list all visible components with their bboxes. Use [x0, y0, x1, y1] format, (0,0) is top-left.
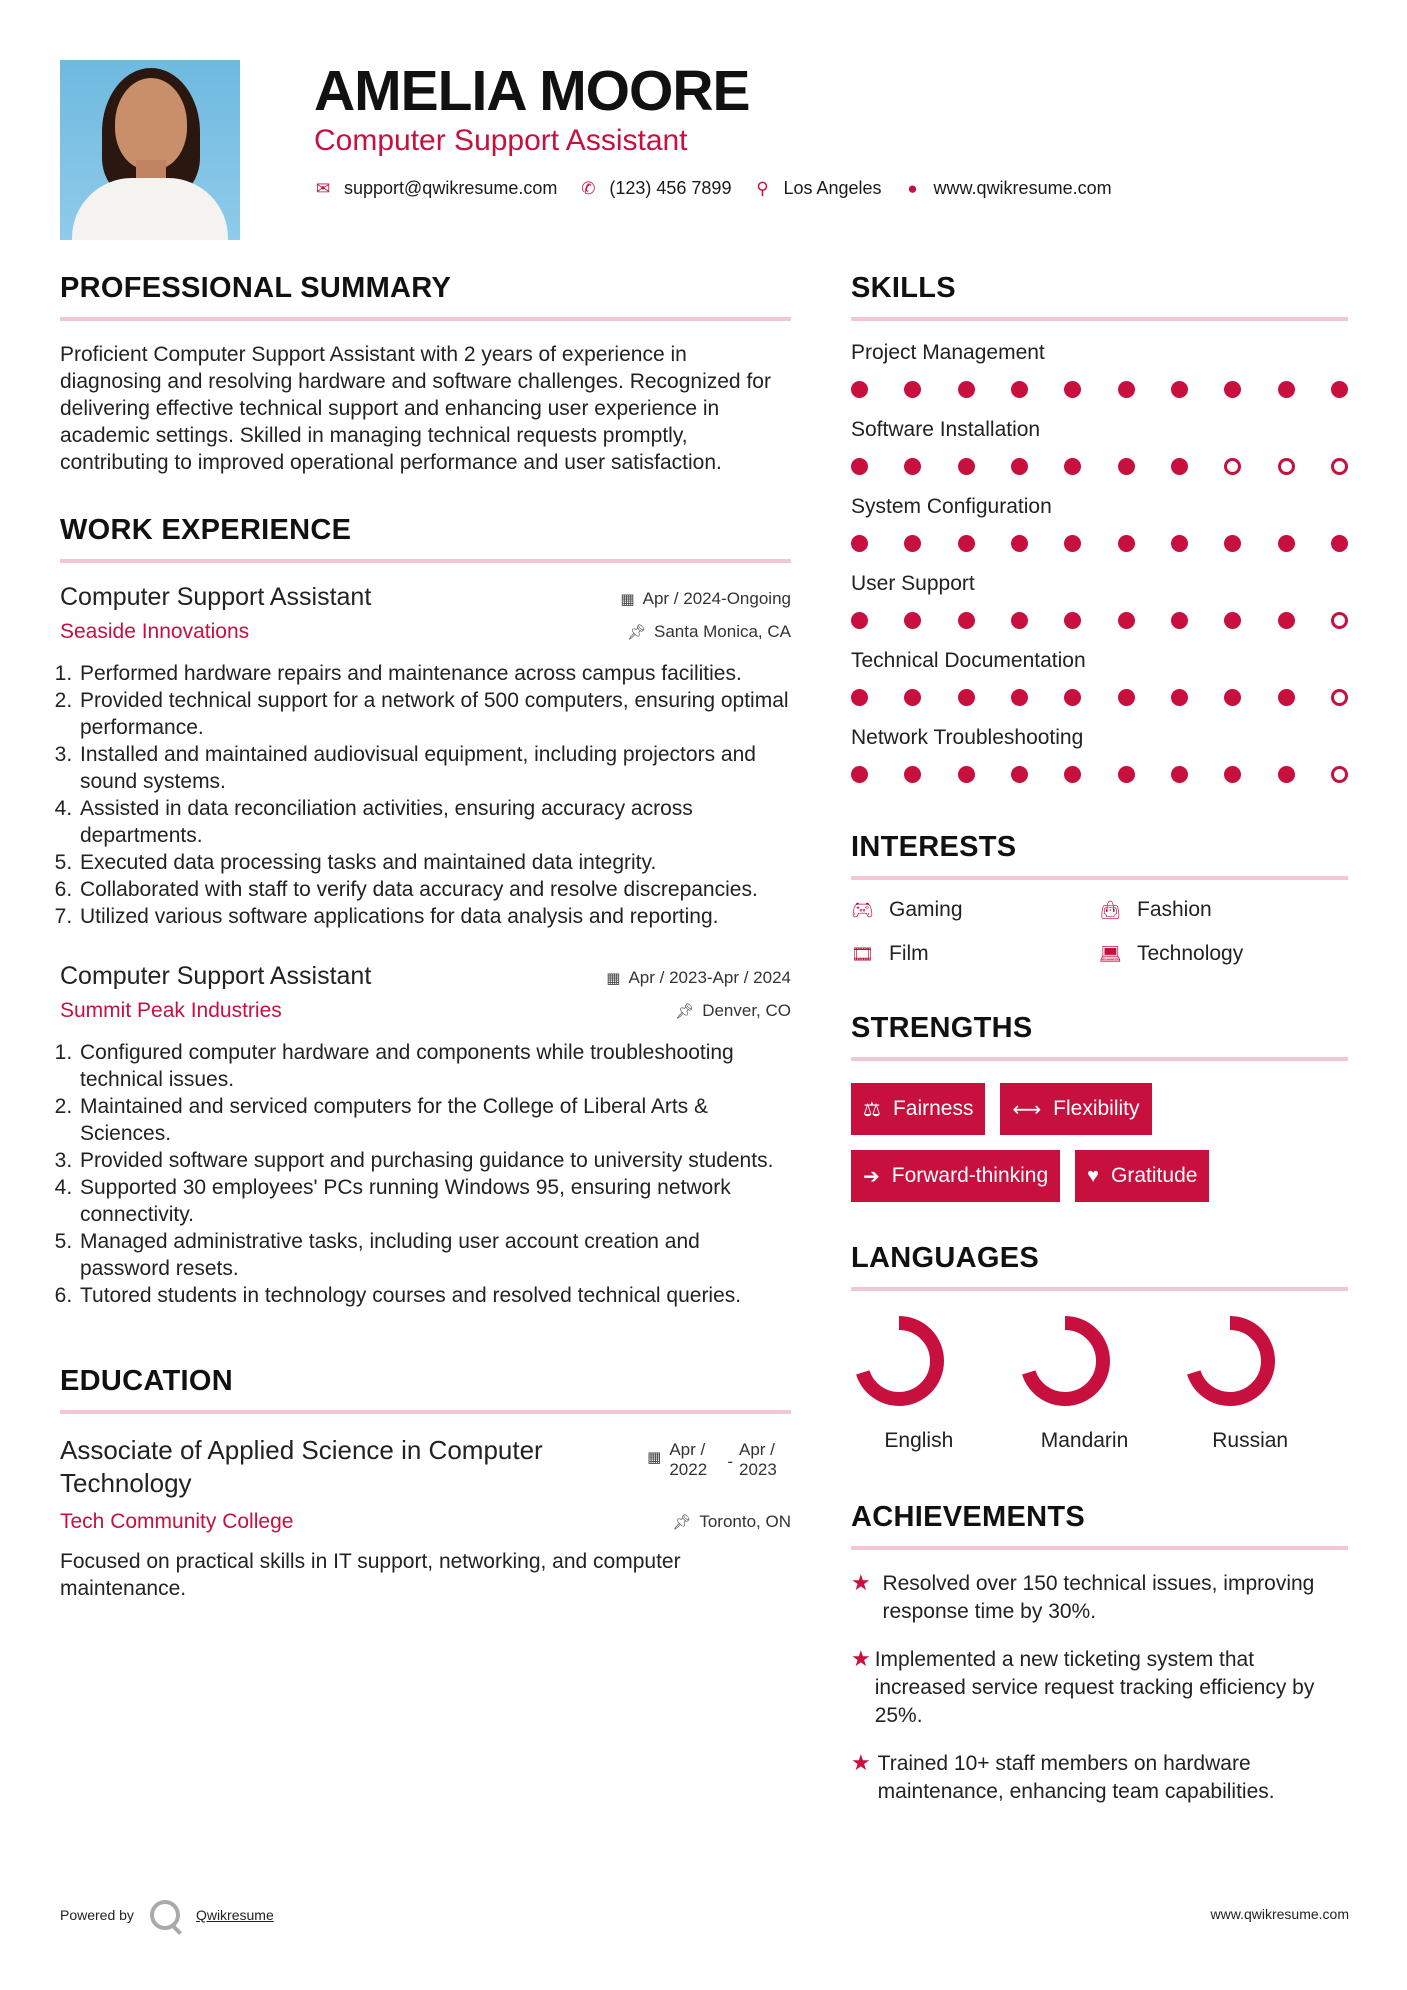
achievement-text: Trained 10+ staff members on hardware maintenance, enhancing team capabilities. [877, 1752, 1275, 1803]
languages-list [851, 1313, 1348, 1453]
rating-dot-filled [1224, 612, 1241, 629]
strength-label: Forward-thinking [891, 1164, 1049, 1187]
pushpin-icon: 📌︎ [675, 1003, 695, 1020]
rating-dot-filled [1011, 535, 1028, 552]
contact-website[interactable]: www.qwikresume.com [933, 178, 1112, 198]
rating-dot-filled [1278, 535, 1295, 552]
footer-url[interactable]: www.qwikresume.com [1210, 1906, 1349, 1922]
globe-icon: ● [907, 178, 918, 198]
rating-dot-filled [851, 535, 868, 552]
rating-dot-empty [1331, 766, 1348, 783]
skills-heading: SKILLS [851, 272, 956, 304]
experience-heading: WORK EXPERIENCE [60, 514, 352, 546]
job-location: Denver, CO [702, 1001, 791, 1020]
list-item: 4. Assisted in data reconciliation activities, ensuring accuracy across departments. [78, 795, 791, 849]
language-proficiency-ring [1182, 1313, 1278, 1409]
skill-rating [851, 766, 1348, 783]
rating-dot-empty [1224, 458, 1241, 475]
language-item [1182, 1313, 1348, 1453]
rating-dot-filled [904, 689, 921, 706]
skill-row [851, 418, 1348, 475]
list-item: 6. Collaborated with staff to verify data accuracy and resolve discrepancies. [78, 876, 791, 903]
rating-dot-filled [904, 458, 921, 475]
list-item: 3. Installed and maintained audiovisual equipment, including projectors and sound systems. [78, 741, 791, 795]
rating-dot-filled [958, 766, 975, 783]
job-title: Computer Support Assistant [314, 124, 688, 157]
school-name: Tech Community College [60, 1510, 294, 1533]
rating-dot-filled [1278, 381, 1295, 398]
skill-name: User Support [851, 572, 975, 595]
skill-row [851, 726, 1348, 783]
profile-photo [60, 60, 240, 240]
rating-dot-empty [1331, 689, 1348, 706]
star-icon: ★ [851, 1646, 871, 1671]
rating-dot-filled [1171, 535, 1188, 552]
heart-icon: ♥ [1087, 1164, 1100, 1187]
achievement-item [851, 1646, 1348, 1730]
pushpin-icon: 📌︎ [672, 1514, 692, 1531]
education-end: Apr / 2023 [739, 1440, 777, 1479]
rating-dot-filled [1224, 535, 1241, 552]
contact-location: Los Angeles [783, 178, 882, 198]
list-item: 6. Tutored students in technology courses and resolved technical queries. [78, 1282, 791, 1309]
rating-dot-filled [1171, 766, 1188, 783]
skill-row [851, 341, 1348, 398]
language-name: Mandarin [1040, 1429, 1129, 1452]
rating-dot-filled [1064, 689, 1081, 706]
powered-by-label: Powered by [60, 1907, 134, 1923]
strength-badge [1000, 1083, 1151, 1135]
language-proficiency-ring [1017, 1313, 1113, 1409]
strength-badge [1075, 1150, 1209, 1202]
education-heading: EDUCATION [60, 1365, 233, 1397]
skill-row [851, 495, 1348, 552]
languages-heading: LANGUAGES [851, 1242, 1039, 1274]
section-divider [851, 876, 1348, 880]
candidate-name: AMELIA MOORE [314, 59, 750, 123]
pushpin-icon: 📌︎ [626, 624, 646, 641]
balance-scale-icon: ⚖ [863, 1098, 881, 1121]
rating-dot-filled [1224, 689, 1241, 706]
interest-item [851, 898, 1099, 922]
right-column [851, 272, 1348, 1806]
rating-dot-filled [1331, 381, 1348, 398]
rating-dot-filled [1064, 458, 1081, 475]
list-item: 5. Managed administrative tasks, including user account creation and password resets. [78, 1228, 791, 1282]
job-bullets [60, 1039, 791, 1309]
skill-name: System Configuration [851, 495, 1052, 518]
achievements-heading: ACHIEVEMENTS [851, 1501, 1086, 1533]
skill-rating [851, 612, 1348, 629]
rating-dot-filled [1118, 689, 1135, 706]
education-description: Focused on practical skills in IT support, networking, and computer maintenance. [60, 1550, 681, 1600]
rating-dot-filled [1224, 381, 1241, 398]
strength-badge [851, 1150, 1060, 1202]
skill-rating [851, 458, 1348, 475]
degree-title: Associate of Applied Science in Computer Technology [60, 1435, 543, 1498]
rating-dot-filled [1011, 381, 1028, 398]
arrows-horizontal-icon: ⟷ [1012, 1098, 1042, 1121]
job-entry [60, 962, 791, 1309]
skill-row [851, 649, 1348, 706]
education-start: Apr / 2022 [669, 1440, 708, 1479]
list-item: 2. Maintained and serviced computers for the College of Liberal Arts & Sciences. [78, 1093, 791, 1147]
rating-dot-filled [958, 381, 975, 398]
education-dates [647, 1440, 791, 1480]
skill-name: Network Troubleshooting [851, 726, 1084, 749]
rating-dot-filled [1171, 458, 1188, 475]
rating-dot-filled [1064, 612, 1081, 629]
map-pin-icon: ⚲ [756, 178, 769, 198]
summary-text: Proficient Computer Support Assistant with 2 years of experience in diagnosing and resolving hardware and software challenges. Recognized for delivering effective technical support and enhancing user experience in academic settings. Skilled in managing technical requests promptly, contributing to improved operational performance and user satisfaction. [60, 343, 771, 474]
rating-dot-filled [1011, 458, 1028, 475]
arrow-right-icon: ➔ [863, 1165, 880, 1188]
rating-dot-filled [1118, 766, 1135, 783]
strength-label: Flexibility [1053, 1097, 1140, 1120]
rating-dot-filled [1064, 381, 1081, 398]
skill-rating [851, 381, 1348, 398]
interest-item [1099, 898, 1347, 922]
achievement-item [851, 1570, 1348, 1626]
contact-phone[interactable]: (123) 456 7899 [609, 178, 732, 198]
language-name: English [884, 1429, 954, 1452]
rating-dot-filled [1171, 381, 1188, 398]
rating-dot-filled [1171, 612, 1188, 629]
rating-dot-empty [1331, 458, 1348, 475]
rating-dot-filled [1011, 612, 1028, 629]
list-item: 1. Configured computer hardware and components while troubleshooting technical issues. [78, 1039, 791, 1093]
calendar-icon: ▦ [647, 1449, 662, 1466]
envelope-icon: ✉ [315, 178, 331, 198]
strength-badge [851, 1083, 985, 1135]
rating-dot-filled [958, 689, 975, 706]
school-location: Toronto, ON [699, 1512, 791, 1531]
interests-heading: INTERESTS [851, 831, 1017, 863]
job-bullets [60, 660, 791, 930]
rating-dot-filled [904, 766, 921, 783]
language-name: Russian [1212, 1429, 1289, 1452]
interest-label: Technology [1137, 942, 1244, 965]
rating-dot-filled [1278, 689, 1295, 706]
skill-row [851, 572, 1348, 629]
section-divider [851, 1057, 1348, 1061]
rating-dot-filled [1011, 689, 1028, 706]
language-proficiency-arc [861, 1323, 937, 1399]
strength-label: Gratitude [1111, 1164, 1198, 1187]
list-item: 5. Executed data processing tasks and maintained data integrity. [78, 849, 791, 876]
calendar-icon: ▦ [620, 591, 635, 608]
rating-dot-empty [1331, 612, 1348, 629]
rating-dot-filled [1118, 458, 1135, 475]
rating-dot-filled [1064, 535, 1081, 552]
rating-dot-filled [1278, 612, 1295, 629]
phone-icon: ✆ [581, 178, 596, 198]
film-icon: 🎞︎ [851, 943, 874, 964]
calendar-icon: ▦ [606, 970, 621, 987]
achievement-item [851, 1750, 1348, 1806]
language-proficiency-ring [851, 1313, 947, 1409]
interest-label: Gaming [889, 898, 963, 921]
achievement-text: Resolved over 150 technical issues, improving response time by 30%. [882, 1572, 1315, 1623]
section-divider [851, 317, 1348, 321]
company-name: Seaside Innovations [60, 620, 250, 643]
skill-name: Software Installation [851, 418, 1041, 441]
rating-dot-filled [851, 766, 868, 783]
strength-label: Fairness [892, 1097, 974, 1120]
interest-label: Fashion [1137, 898, 1212, 921]
skill-name: Technical Documentation [851, 649, 1086, 672]
contact-bar [314, 178, 1134, 199]
shopping-bag-icon: 👜︎ [1099, 899, 1122, 920]
rating-dot-filled [958, 458, 975, 475]
footer-powered-by [60, 1900, 274, 1930]
gamepad-icon: 🎮︎ [851, 899, 874, 920]
job-dates: Apr / 2024-Ongoing [642, 589, 791, 608]
summary-heading: PROFESSIONAL SUMMARY [60, 272, 452, 304]
rating-dot-filled [904, 381, 921, 398]
job-entry-title: Computer Support Assistant [60, 583, 372, 611]
rating-dot-filled [958, 612, 975, 629]
job-location: Santa Monica, CA [653, 622, 791, 641]
interest-item [851, 942, 1099, 966]
list-item: 2. Provided technical support for a network of 500 computers, ensuring optimal performance. [78, 687, 791, 741]
achievement-text: Implemented a new ticketing system that increased service request tracking efficiency by 25%. [874, 1648, 1315, 1727]
interests-list [851, 898, 1348, 966]
list-item: 3. Provided software support and purchasing guidance to university students. [78, 1147, 791, 1174]
rating-dot-filled [851, 612, 868, 629]
contact-email[interactable]: support@qwikresume.com [344, 178, 558, 198]
company-name: Summit Peak Industries [60, 999, 282, 1022]
rating-dot-filled [904, 535, 921, 552]
left-column [60, 272, 791, 1602]
skill-rating [851, 689, 1348, 706]
job-dates: Apr / 2023-Apr / 2024 [628, 968, 791, 987]
rating-dot-filled [1064, 766, 1081, 783]
skills-list [851, 341, 1348, 783]
list-item: 4. Supported 30 employees' PCs running Windows 95, ensuring network connectivity. [78, 1174, 791, 1228]
section-divider [60, 559, 791, 563]
section-divider [60, 1410, 791, 1414]
section-divider [60, 317, 791, 321]
rating-dot-filled [851, 458, 868, 475]
rating-dot-filled [1011, 766, 1028, 783]
rating-dot-filled [851, 689, 868, 706]
language-proficiency-arc [1192, 1323, 1268, 1399]
star-icon: ★ [851, 1750, 871, 1775]
rating-dot-filled [1331, 535, 1348, 552]
list-item: 7. Utilized various software applications for data analysis and reporting. [78, 903, 791, 930]
date-separator: - [727, 1452, 733, 1471]
rating-dot-filled [904, 612, 921, 629]
rating-dot-filled [1118, 535, 1135, 552]
section-divider [851, 1287, 1348, 1291]
qwikresume-logo-icon [150, 1900, 180, 1930]
rating-dot-filled [958, 535, 975, 552]
star-icon: ★ [851, 1570, 871, 1595]
rating-dot-filled [1278, 766, 1295, 783]
rating-dot-filled [1118, 612, 1135, 629]
section-divider [851, 1546, 1348, 1550]
language-proficiency-arc [1027, 1323, 1103, 1399]
strengths-list [851, 1083, 1348, 1202]
skill-name: Project Management [851, 341, 1045, 364]
strengths-heading: STRENGTHS [851, 1012, 1033, 1044]
rating-dot-empty [1278, 458, 1295, 475]
interest-item [1099, 942, 1347, 966]
brand-link[interactable]: Qwikresume [195, 1907, 274, 1923]
rating-dot-filled [851, 381, 868, 398]
rating-dot-filled [1224, 766, 1241, 783]
job-entry-title: Computer Support Assistant [60, 962, 372, 990]
laptop-icon: 💻︎ [1099, 943, 1122, 964]
interest-label: Film [889, 942, 929, 965]
rating-dot-filled [1118, 381, 1135, 398]
skill-rating [851, 535, 1348, 552]
list-item: 1. Performed hardware repairs and maintenance across campus facilities. [78, 660, 791, 687]
job-entry [60, 583, 791, 930]
rating-dot-filled [1171, 689, 1188, 706]
